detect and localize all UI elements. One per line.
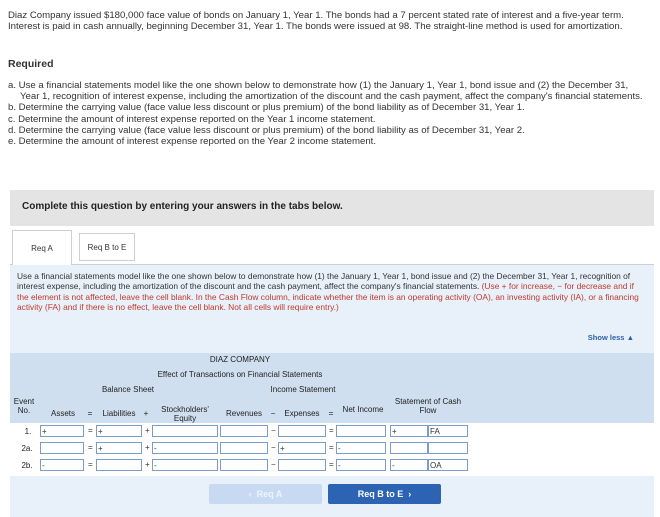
requirements-list bbox=[8, 80, 648, 147]
row-2a-net-income-input[interactable]: - bbox=[336, 442, 386, 454]
assets-header: Assets bbox=[50, 409, 75, 418]
requirement-c: c. Determine the amount of interest expense reported on the Year 1 income statement. bbox=[8, 113, 376, 125]
row-2b-cash-sign-input[interactable]: - bbox=[390, 459, 428, 471]
required-heading: Required bbox=[8, 58, 54, 70]
row-2a-expenses-input[interactable]: + bbox=[278, 442, 326, 454]
financial-statements-model-table bbox=[10, 353, 654, 476]
plus-header: + bbox=[143, 409, 149, 418]
tab-panel bbox=[10, 264, 654, 517]
table-subtitle: Effect of Transactions on Financial Statements bbox=[157, 370, 323, 379]
row-2b-revenues-input[interactable] bbox=[220, 459, 268, 471]
requirement-a: a. Use a financial statements model like the one shown below to demonstrate how (1) the January 1, Year 1, bond issue and (2) the December 31, Year 1, recognition of interest expense, including the amortization of the discount and the cash payment, affect the company's financial statements. bbox=[8, 80, 643, 103]
row-1-liabilities-input[interactable]: + bbox=[96, 425, 142, 437]
row-1-equity-input[interactable] bbox=[152, 425, 218, 437]
row-1-equals: = bbox=[88, 426, 93, 435]
tab-req-b-to-e[interactable]: Req B to E bbox=[79, 233, 135, 261]
event-no-header: Event No. bbox=[13, 397, 35, 415]
equals2-header: = bbox=[328, 409, 334, 418]
row-2b-equals: = bbox=[88, 460, 93, 469]
expenses-header: Expenses bbox=[284, 409, 320, 418]
chevron-left-icon: ‹ bbox=[248, 489, 252, 499]
prev-req-a-button[interactable] bbox=[209, 484, 322, 504]
balance-sheet-label: Balance Sheet bbox=[101, 385, 155, 394]
tab-req-a[interactable]: Req A bbox=[12, 230, 72, 265]
requirement-d: d. Determine the carrying value (face value less discount or plus premium) of the bond liability as of December 31, Year 2. bbox=[8, 124, 525, 136]
next-req-b-to-e-button[interactable] bbox=[328, 484, 441, 504]
chevron-right-icon: › bbox=[408, 489, 412, 499]
row-2a-plus: + bbox=[145, 443, 150, 452]
income-statement-label: Income Statement bbox=[270, 385, 336, 394]
minus-header: − bbox=[270, 409, 276, 418]
row-2b-minus: − bbox=[271, 460, 276, 469]
row-2a-revenues-input[interactable] bbox=[220, 442, 268, 454]
row-2a-cash-class-input[interactable] bbox=[428, 442, 468, 454]
row-2b-equals2: = bbox=[329, 460, 334, 469]
row-2b-event: 2b. bbox=[21, 461, 33, 470]
row-2b-expenses-input[interactable] bbox=[278, 459, 326, 471]
equals-header: = bbox=[87, 409, 93, 418]
row-2a-equals: = bbox=[88, 443, 93, 452]
row-2a-liabilities-input[interactable]: + bbox=[96, 442, 142, 454]
row-2a-equity-input[interactable]: - bbox=[152, 442, 218, 454]
row-1-assets-input[interactable]: + bbox=[40, 425, 84, 437]
row-1-revenues-input[interactable] bbox=[220, 425, 268, 437]
net-income-header: Net Income bbox=[342, 405, 384, 414]
requirement-e: e. Determine the amount of interest expense reported on the Year 2 income statement. bbox=[8, 136, 376, 148]
cash-flow-label: Statement of Cash Flow bbox=[394, 397, 462, 415]
row-2b-plus: + bbox=[145, 460, 150, 469]
row-2b-cash-class-input[interactable]: OA bbox=[428, 459, 468, 471]
row-2a-minus: − bbox=[271, 443, 276, 452]
requirement-b: b. Determine the carrying value (face value less discount or plus premium) of the bond liability as of December 31, Year 1. bbox=[8, 102, 525, 114]
instructions-note: (Use + for increase, − for decrease and if the element is not affected, leave the cell blank. In the Cash Flow column, indicate whether the item is an operating activity (OA), an investing activity (IA), or a financing activity (FA) and if there is no effect, leave the cell blank. Not all cells will require entry.) bbox=[17, 281, 639, 313]
prev-button-label: Req A bbox=[256, 489, 283, 499]
row-1-equals2: = bbox=[329, 426, 334, 435]
row-2b-liabilities-input[interactable] bbox=[96, 459, 142, 471]
liabilities-header: Liabilities bbox=[102, 409, 136, 418]
row-2a-assets-input[interactable] bbox=[40, 442, 84, 454]
row-2a-equals2: = bbox=[329, 443, 334, 452]
row-2b-net-income-input[interactable]: - bbox=[336, 459, 386, 471]
instruction-banner bbox=[10, 190, 654, 226]
row-1-event: 1. bbox=[24, 427, 32, 436]
revenues-header: Revenues bbox=[225, 409, 263, 418]
row-2a-cash-sign-input[interactable] bbox=[390, 442, 428, 454]
row-1-net-income-input[interactable] bbox=[336, 425, 386, 437]
equity-header: Stockholders' Equity bbox=[161, 405, 209, 423]
next-button-label: Req B to E bbox=[357, 489, 404, 499]
row-1-cash-class-input[interactable]: FA bbox=[428, 425, 468, 437]
show-less-label: Show less bbox=[587, 333, 625, 342]
panel-instructions bbox=[17, 271, 643, 313]
row-1-expenses-input[interactable] bbox=[278, 425, 326, 437]
show-less-link[interactable] bbox=[588, 333, 634, 342]
row-2b-equity-input[interactable]: - bbox=[152, 459, 218, 471]
caret-up-icon: ▲ bbox=[626, 333, 634, 342]
problem-statement: Diaz Company issued $180,000 face value of bonds on January 1, Year 1. The bonds had a 7 percent stated rate of interest and a five-year term. Interest is paid in cash annually, beginning December 31, Year 1. The bonds were issued at 98. The straight-line method is used for amortization. bbox=[8, 10, 624, 33]
instructions-main: Use a financial statements model like the one shown below to demonstrate how (1) the January 1, Year 1, bond issue and (2) the December 31, Year 1, recognition of interest expense, including the amortization of the discount and the cash payment, affect the company's financial statements. bbox=[17, 271, 631, 292]
row-2b-assets-input[interactable]: - bbox=[40, 459, 84, 471]
company-name: DIAZ COMPANY bbox=[209, 355, 271, 364]
row-1-cash-sign-input[interactable]: + bbox=[390, 425, 428, 437]
row-1-minus: − bbox=[271, 426, 276, 435]
instruction-banner-text: Complete this question by entering your answers in the tabs below. bbox=[22, 201, 343, 212]
row-2a-event: 2a. bbox=[21, 444, 33, 453]
row-1-plus: + bbox=[145, 426, 150, 435]
